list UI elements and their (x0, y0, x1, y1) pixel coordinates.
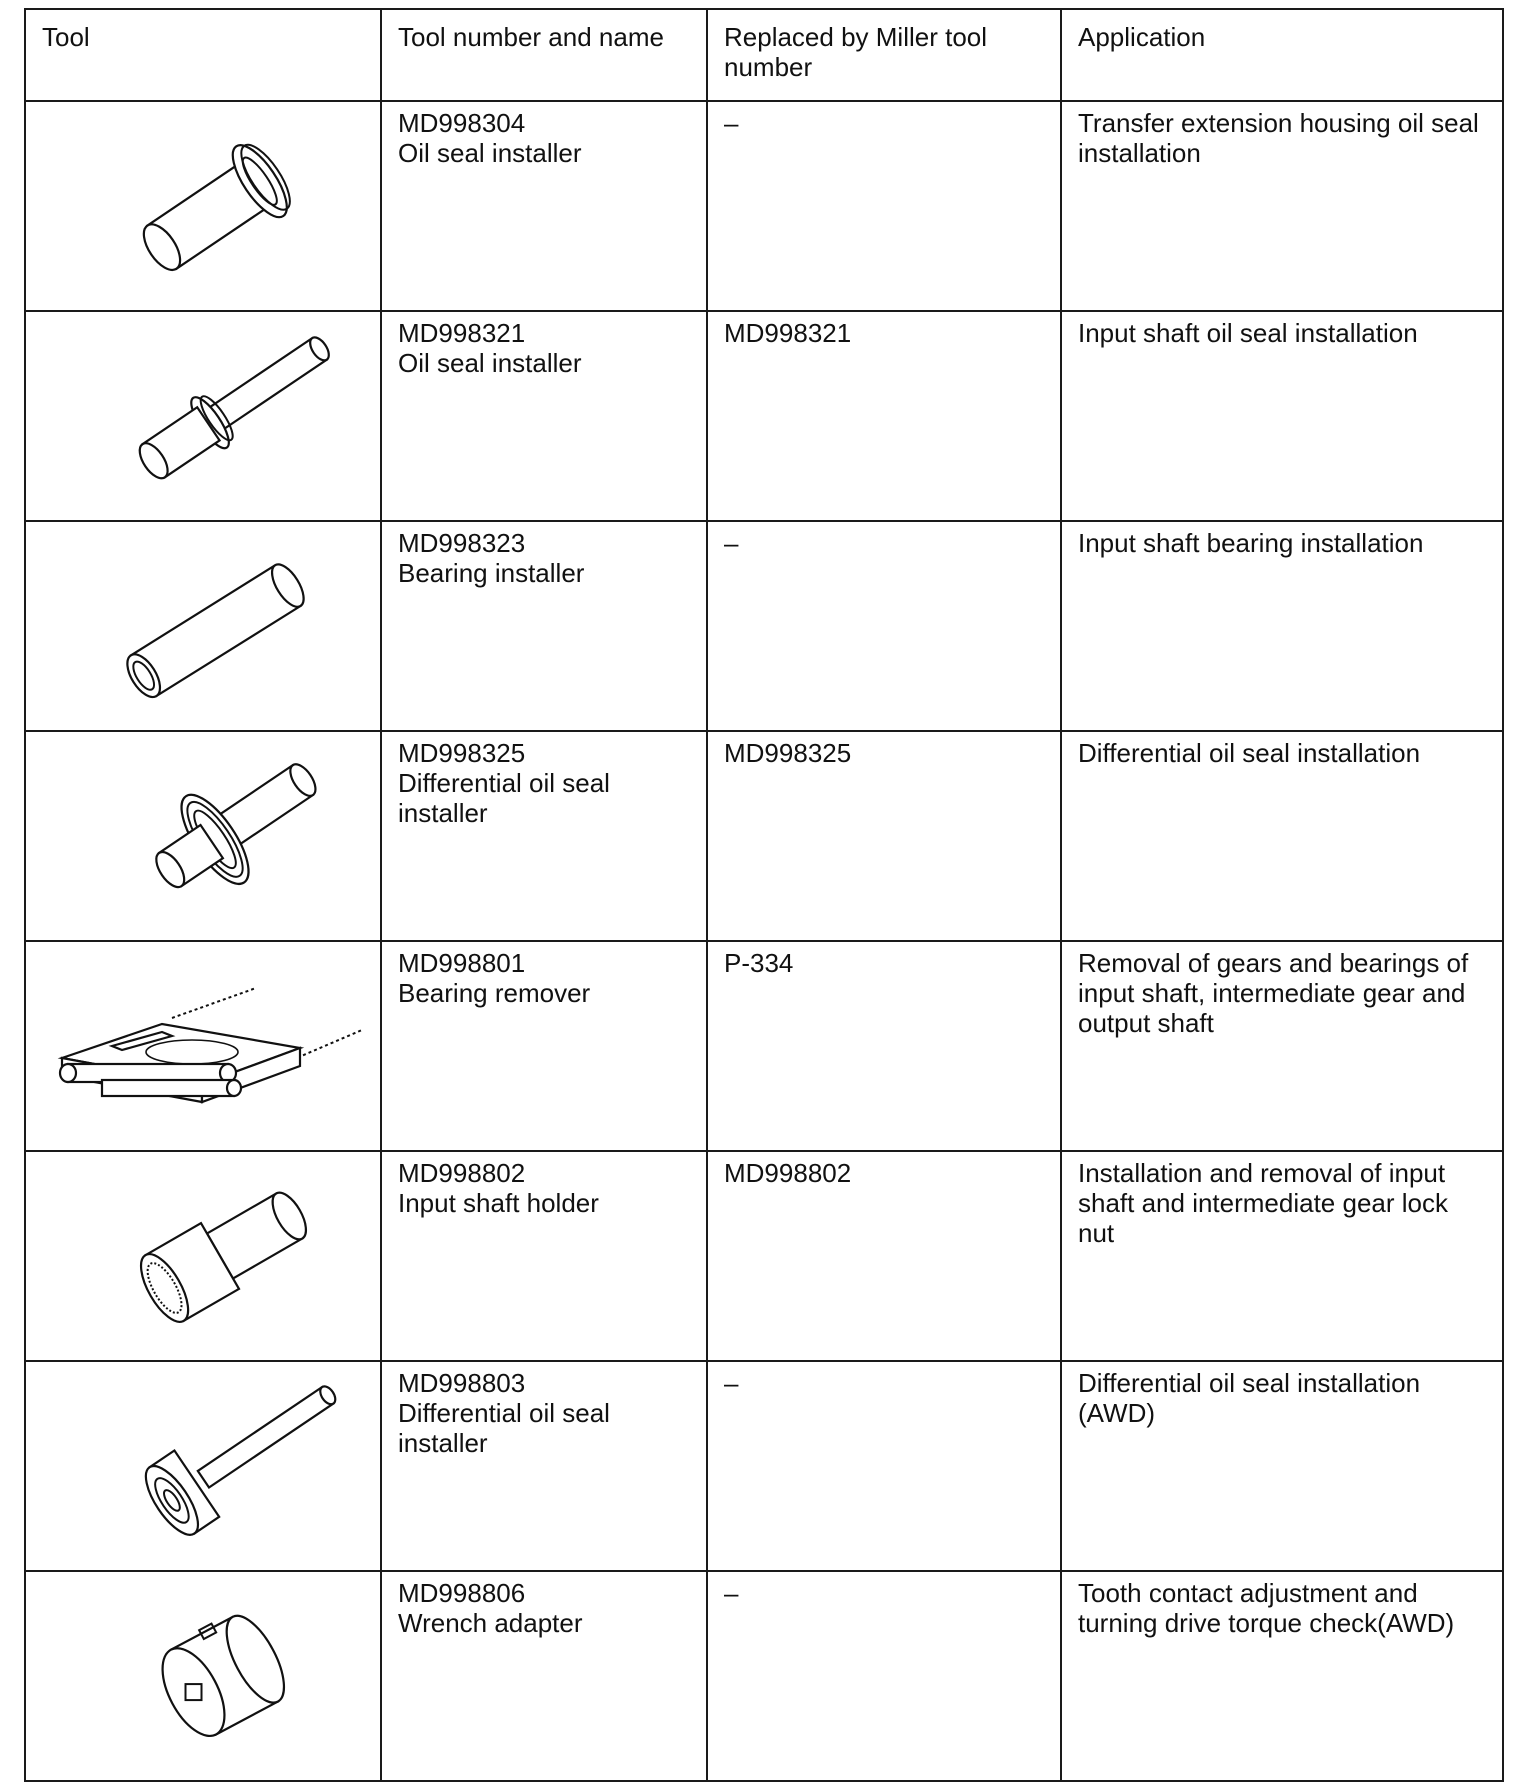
tool-number-name-cell (381, 1151, 707, 1361)
tool-number: MD998801 (398, 948, 526, 978)
tool-number-name-cell (381, 311, 707, 521)
table-row (25, 1151, 1503, 1361)
tube-installer-icon (42, 528, 398, 724)
tool-name: Differential oil seal installer (398, 768, 610, 828)
tool-number: MD998304 (398, 108, 526, 138)
table-row (25, 521, 1503, 731)
tool-number: MD998803 (398, 1368, 526, 1398)
flanged-seal-installer-icon (42, 738, 398, 934)
tool-name: Wrench adapter (398, 1608, 583, 1638)
header-replaced-by-miller: Replaced by Miller tool number (707, 9, 1061, 101)
table-row (25, 1361, 1503, 1571)
tool-number: MD998325 (398, 738, 526, 768)
application-cell: Differential oil seal installation (1061, 731, 1503, 941)
tool-number-name-cell (381, 1571, 707, 1781)
replaced-by-cell (707, 941, 1061, 1151)
tool-image-cell (25, 311, 381, 521)
replaced-by-cell (707, 731, 1061, 941)
tool-number: MD998802 (398, 1158, 526, 1188)
replaced-by-cell (707, 1361, 1061, 1571)
tool-number-name-cell (381, 521, 707, 731)
application-cell: Tooth contact adjustment and turning drive torque check(AWD) (1061, 1571, 1503, 1781)
application-cell: Installation and removal of input shaft and intermediate gear lock nut (1061, 1151, 1503, 1361)
replaced-by-cell (707, 521, 1061, 731)
replaced-by-value: – (724, 1368, 739, 1398)
application-cell: Input shaft bearing installation (1061, 521, 1503, 731)
tool-number: MD998806 (398, 1578, 526, 1608)
oil-seal-installer-icon (42, 108, 398, 304)
table-row (25, 731, 1503, 941)
application-cell: Removal of gears and bearings of input shaft, intermediate gear and output shaft (1061, 941, 1503, 1151)
table-row (25, 311, 1503, 521)
replaced-by-cell (707, 311, 1061, 521)
application-cell: Differential oil seal installation (AWD) (1061, 1361, 1503, 1571)
tool-image-cell (25, 1151, 381, 1361)
application-cell: Input shaft oil seal installation (1061, 311, 1503, 521)
tool-name: Bearing installer (398, 558, 585, 588)
replaced-by-value: P-334 (724, 948, 794, 978)
wrench-adapter-icon (42, 1578, 398, 1774)
stepped-shaft-installer-icon (42, 318, 398, 514)
replaced-by-value: MD998321 (724, 318, 852, 348)
special-tools-table (24, 8, 1504, 1782)
tool-name: Input shaft holder (398, 1188, 599, 1218)
header-application: Application (1061, 9, 1503, 101)
tool-image-cell (25, 101, 381, 311)
table-row (25, 941, 1503, 1151)
tool-number-name-cell (381, 1361, 707, 1571)
header-row (25, 9, 1503, 101)
tool-number: MD998321 (398, 318, 526, 348)
tool-image-cell (25, 521, 381, 731)
tool-number-name-cell (381, 941, 707, 1151)
replaced-by-value: – (724, 528, 739, 558)
replaced-by-cell (707, 1571, 1061, 1781)
tool-image-cell (25, 1361, 381, 1571)
disc-installer-icon (42, 1368, 398, 1564)
bearing-remover-icon (42, 948, 398, 1144)
splined-holder-icon (42, 1158, 398, 1354)
tool-number-name-cell (381, 101, 707, 311)
replaced-by-value: MD998325 (724, 738, 852, 768)
tool-image-cell (25, 941, 381, 1151)
tool-name: Bearing remover (398, 978, 591, 1008)
replaced-by-cell (707, 101, 1061, 311)
header-tool: Tool (25, 9, 381, 101)
header-tool-number-name: Tool number and name (381, 9, 707, 101)
replaced-by-value: MD998802 (724, 1158, 852, 1188)
tool-image-cell (25, 1571, 381, 1781)
tool-image-cell (25, 731, 381, 941)
tool-name: Differential oil seal installer (398, 1398, 610, 1458)
table-row (25, 1571, 1503, 1781)
application-cell: Transfer extension housing oil seal installation (1061, 101, 1503, 311)
replaced-by-value: – (724, 108, 739, 138)
replaced-by-cell (707, 1151, 1061, 1361)
tool-name: Oil seal installer (398, 348, 582, 378)
special-tools-sheet (24, 8, 1504, 1782)
tool-number-name-cell (381, 731, 707, 941)
tool-number: MD998323 (398, 528, 526, 558)
replaced-by-value: – (724, 1578, 739, 1608)
table-row (25, 101, 1503, 311)
tool-name: Oil seal installer (398, 138, 582, 168)
